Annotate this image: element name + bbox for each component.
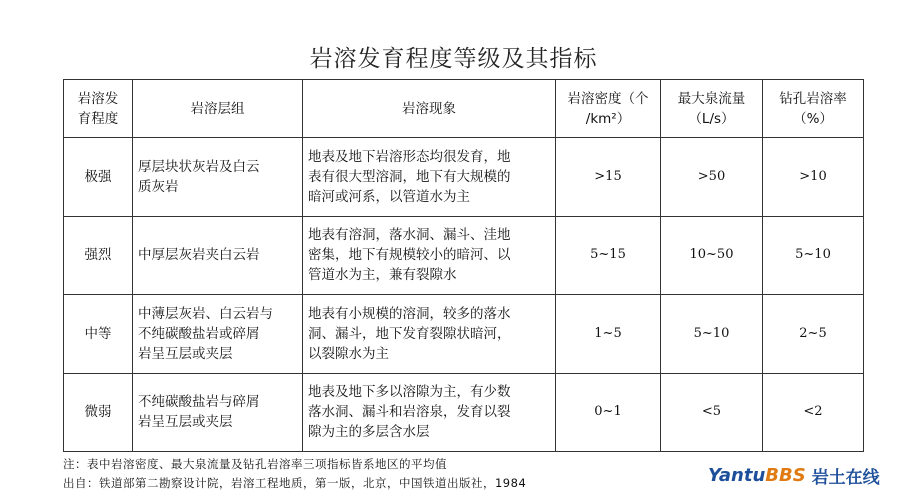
cell-density: >15 xyxy=(556,138,661,216)
cell-spring: >50 xyxy=(661,138,763,216)
cell-density: 1~5 xyxy=(556,295,661,373)
header-grade: 岩溶发 育程度 xyxy=(64,80,133,138)
source-citation: 出自：铁道部第二勘察设计院，岩溶工程地质，第一版，北京，中国铁道出版社，1984 xyxy=(63,476,527,490)
karst-grade-table xyxy=(63,79,864,452)
table-row xyxy=(64,373,864,451)
cell-grade: 微弱 xyxy=(64,373,133,451)
site-watermark-logo xyxy=(708,460,880,490)
header-density: 岩溶密度（个 /km²） xyxy=(556,80,661,138)
cell-grade: 强烈 xyxy=(64,216,133,294)
header-layer: 岩溶层组 xyxy=(133,80,303,138)
table-row xyxy=(64,216,864,294)
cell-density: 0~1 xyxy=(556,373,661,451)
header-row xyxy=(64,80,864,138)
header-drill: 钻孔岩溶率 （%） xyxy=(763,80,864,138)
cell-phenomena: 地表有溶洞，落水洞、漏斗、洼地 密集，地下有规模较小的暗河、以 管道水为主，兼有裂隙水 xyxy=(303,216,556,294)
cell-phenomena: 地表及地下多以溶隙为主，有少数 落水洞、漏斗和岩溶泉，发育以裂 隙为主的多层含水层 xyxy=(303,373,556,451)
watermark-part-b: BBS xyxy=(765,464,806,486)
cell-spring: 5~10 xyxy=(661,295,763,373)
header-spring: 最大泉流量 （L/s） xyxy=(661,80,763,138)
footnote: 注：表中岩溶密度、最大泉流量及钻孔岩溶率三项指标皆系地区的平均值 xyxy=(63,457,447,471)
header-phenomena: 岩溶现象 xyxy=(303,80,556,138)
cell-layer: 中厚层灰岩夹白云岩 xyxy=(133,216,303,294)
cell-spring: <5 xyxy=(661,373,763,451)
cell-density: 5~15 xyxy=(556,216,661,294)
table-row xyxy=(64,295,864,373)
cell-drill: 5~10 xyxy=(763,216,864,294)
cell-phenomena: 地表及地下岩溶形态均很发育，地 表有很大型溶洞，地下有大规模的 暗河或河系，以管道水为主 xyxy=(303,138,556,216)
cell-drill: 2~5 xyxy=(763,295,864,373)
cell-layer: 不纯碳酸盐岩与碎屑 岩呈互层或夹层 xyxy=(133,373,303,451)
table-row xyxy=(64,138,864,216)
watermark-part-c: 岩土在线 xyxy=(811,467,880,488)
watermark-part-a: Yantu xyxy=(708,464,766,486)
cell-grade: 中等 xyxy=(64,295,133,373)
cell-layer: 中薄层灰岩、白云岩与 不纯碳酸盐岩或碎屑 岩呈互层或夹层 xyxy=(133,295,303,373)
cell-phenomena: 地表有小规模的溶洞，较多的落水 洞、漏斗，地下发育裂隙状暗河， 以裂隙水为主 xyxy=(303,295,556,373)
cell-drill: <2 xyxy=(763,373,864,451)
cell-spring: 10~50 xyxy=(661,216,763,294)
cell-layer: 厚层块状灰岩及白云 质灰岩 xyxy=(133,138,303,216)
cell-grade: 极强 xyxy=(64,138,133,216)
table-title: 岩溶发育程度等级及其指标 xyxy=(309,46,598,72)
cell-drill: >10 xyxy=(763,138,864,216)
